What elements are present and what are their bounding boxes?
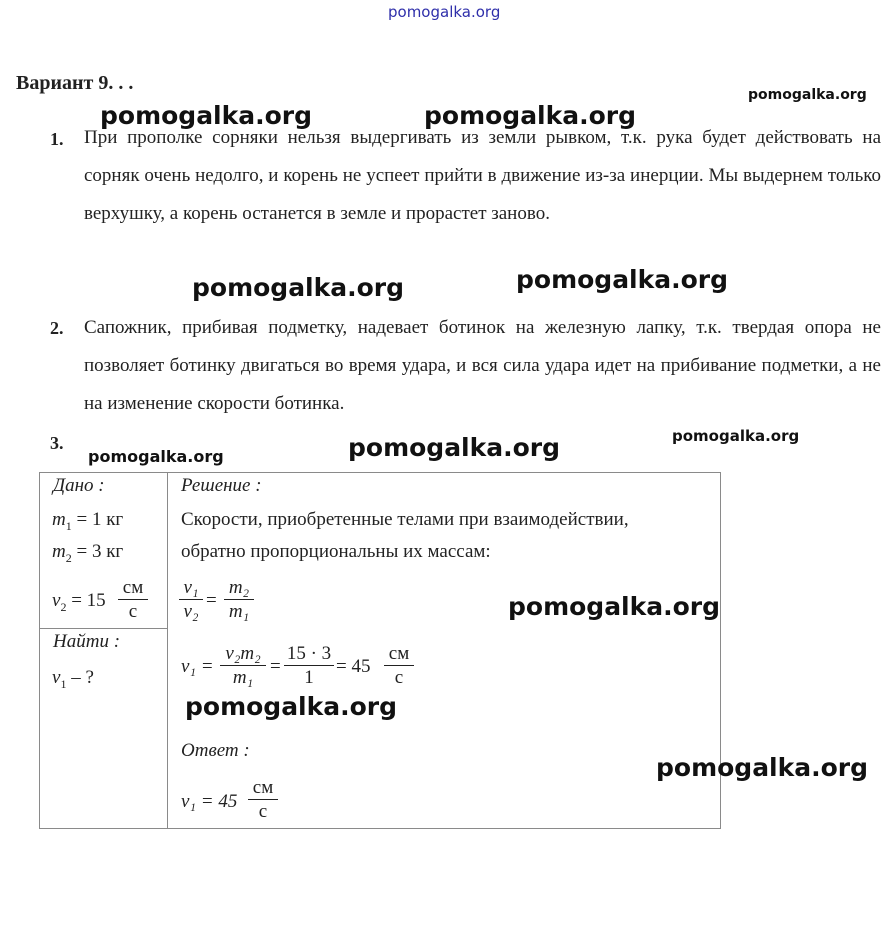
- given-find-divider: [40, 628, 168, 629]
- watermark: pomogalka.org: [516, 265, 729, 294]
- item-number-3: 3.: [50, 433, 64, 453]
- solution-line-2: обратно пропорциональны их массам:: [181, 541, 491, 562]
- item-number-2: 2.: [50, 318, 64, 338]
- answer-title: Ответ :: [181, 740, 250, 761]
- watermark: pomogalka.org: [508, 592, 721, 621]
- find-v1: $v_1$ – ?: [52, 667, 94, 691]
- calc-result-unit: см с: [384, 643, 414, 690]
- variant-dots: . .: [118, 72, 134, 94]
- watermark: pomogalka.org: [748, 87, 867, 103]
- calc-fraction-numeric: $\frac{15 \cdot 3}{1}$: [284, 643, 334, 690]
- item-text-2: Сапожник, прибивая подметку, надевает ботинок на железную лапку, т.к. твердая опора не позволяет ботинку двигаться во время удара, и вся сила удара идет на прибивание подметки, а не на изменение скорости ботинка.: [84, 317, 881, 414]
- variant-heading: [16, 72, 133, 95]
- watermark: pomogalka.org: [88, 447, 224, 466]
- calc-equals: =: [270, 656, 281, 677]
- calc-lhs: v₁ =: [181, 656, 214, 677]
- watermark: pomogalka.org: [424, 101, 637, 130]
- calc-result: = 45: [336, 656, 371, 677]
- ratio-mass: $\frac{\text{m₂}}{\text{m₁}}$: [224, 577, 254, 624]
- watermark: pomogalka.org: [185, 692, 398, 721]
- find-title: Найти :: [53, 631, 121, 652]
- watermark: pomogalka.org: [656, 753, 869, 782]
- solution-table: [39, 472, 721, 829]
- column-divider: [167, 473, 168, 828]
- answer-value: v₁ = 45: [181, 791, 238, 812]
- watermark: pomogalka.org: [192, 273, 405, 302]
- given-v2: $v_2 = 15$: [52, 590, 106, 614]
- ratio-equals: =: [206, 590, 217, 611]
- variant-title: Вариант 9.: [16, 72, 114, 94]
- given-title: Дано :: [53, 475, 105, 496]
- given-m1: $m_1 = 1$ кг: [52, 509, 124, 533]
- given-m2: $m_2 = 3$ кг: [52, 541, 124, 565]
- ratio-velocity: $\frac{\text{v₁}}{\text{v₂}}$: [179, 577, 203, 624]
- item-text-1: При прополке сорняки нельзя выдергивать из земли рывком, т.к. рука будет действовать на сорняк очень недолго, и корень не успеет прийти в движение из-за инерции. Мы выдернем только верхушку, а корень останется в земле и прорастет заново.: [84, 127, 881, 224]
- calc-fraction-symbolic: $\frac{\text{v₂m₂}}{\text{m₁}}$: [220, 643, 266, 690]
- watermark: pomogalka.org: [348, 433, 561, 462]
- watermark-top[interactable]: pomogalka.org: [388, 3, 501, 21]
- answer-unit: см с: [248, 777, 278, 824]
- solution-line-1: Скорости, приобретенные телами при взаимодействии,: [181, 509, 629, 530]
- watermark: pomogalka.org: [100, 101, 313, 130]
- solution-title: Решение :: [181, 475, 262, 496]
- item-number-1: 1.: [50, 129, 64, 149]
- given-v2-unit: см с: [118, 577, 148, 624]
- watermark: pomogalka.org: [672, 427, 800, 445]
